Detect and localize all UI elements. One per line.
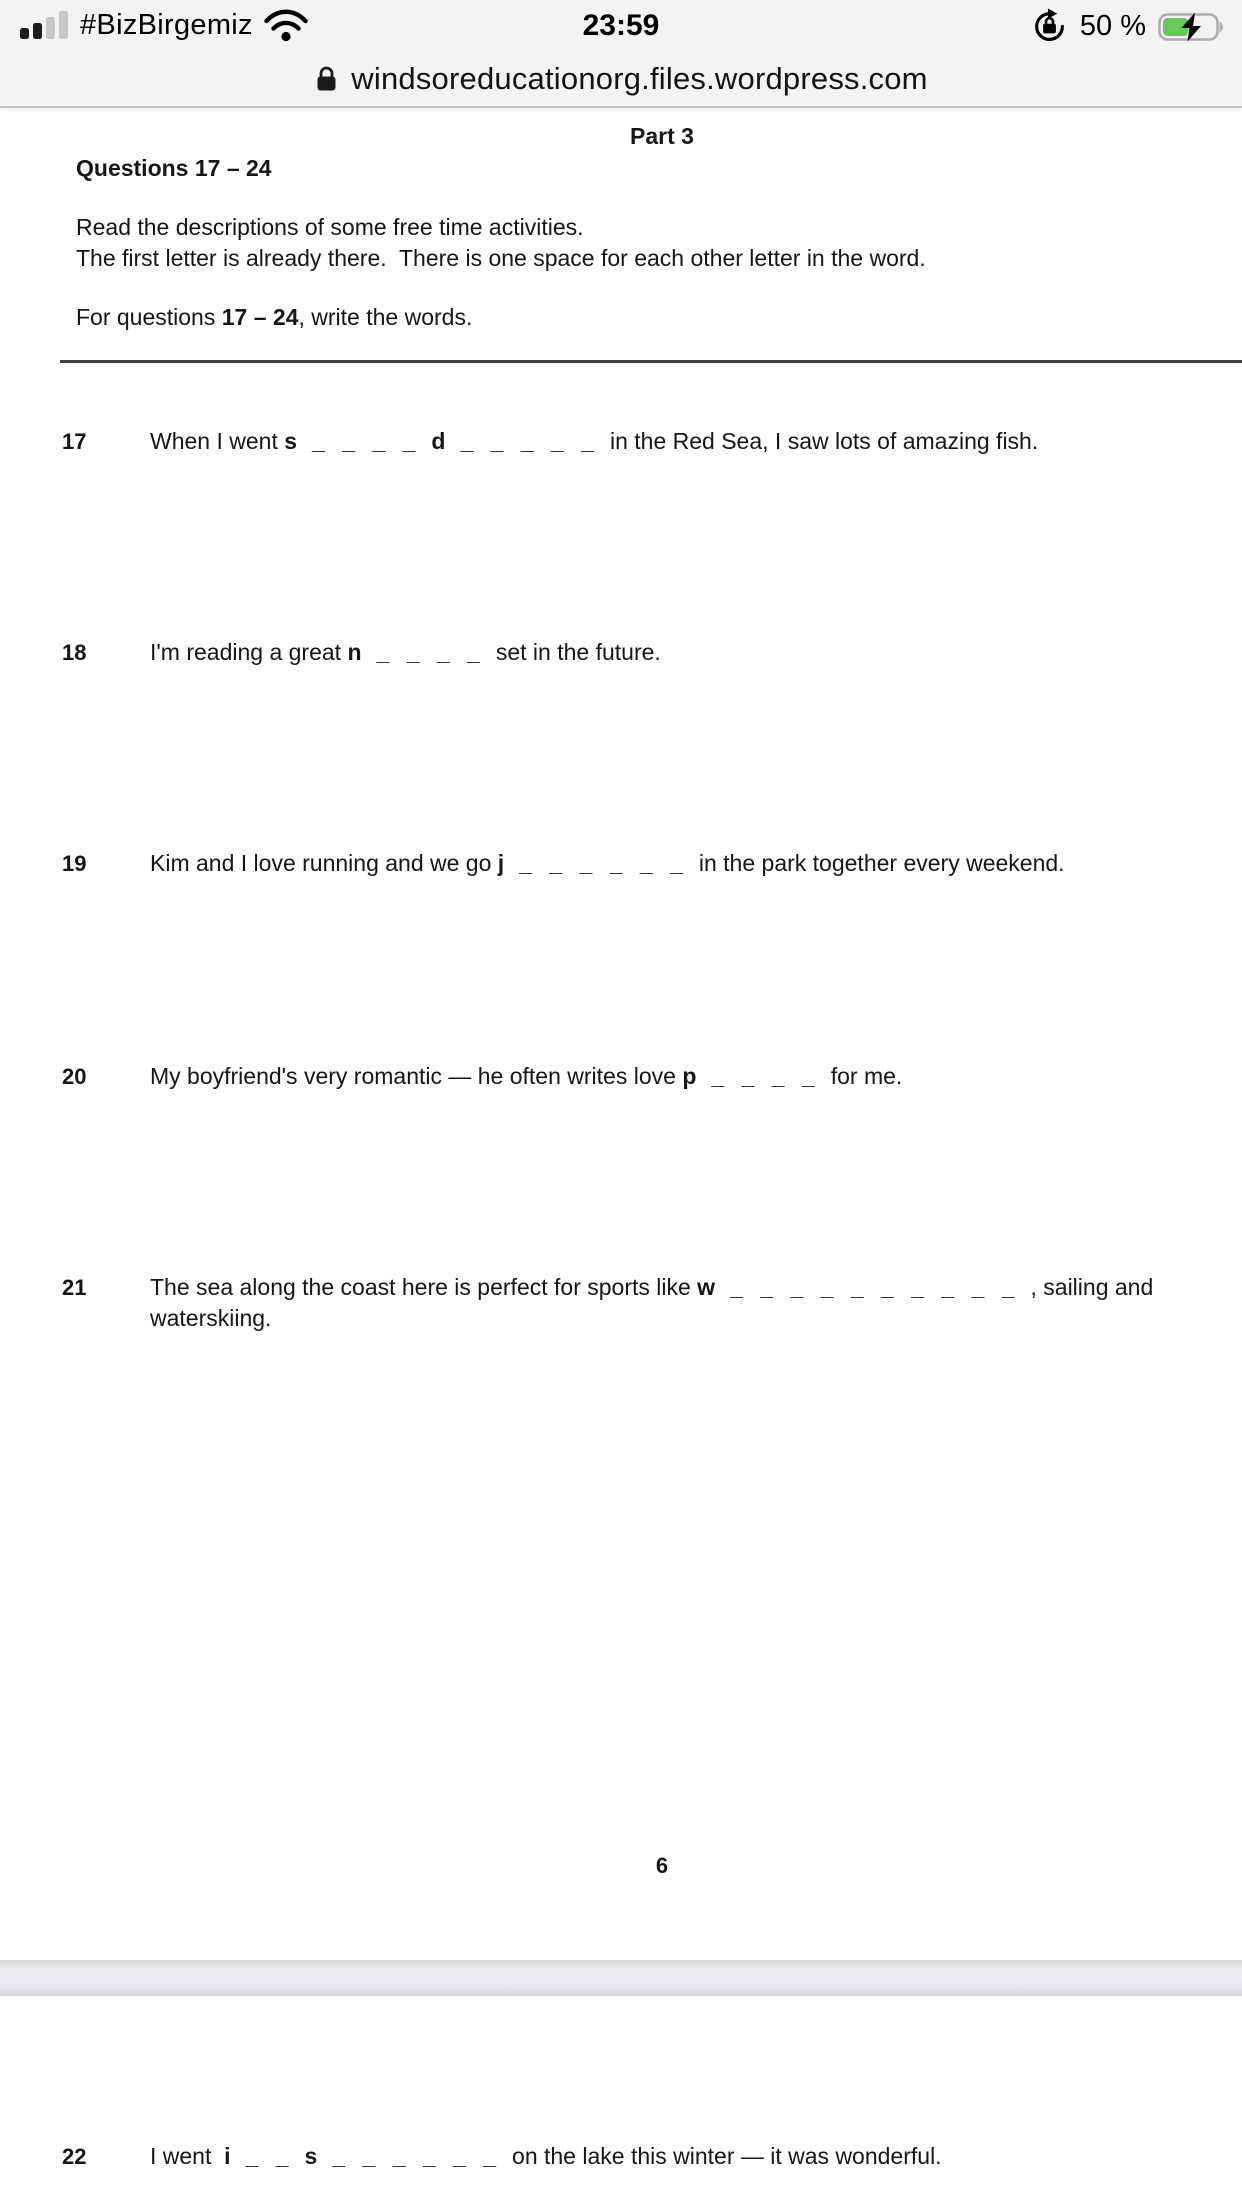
text-segment: in the park together every weekend. bbox=[698, 850, 1065, 876]
question-row bbox=[62, 2141, 942, 2172]
question-text bbox=[150, 848, 1065, 879]
browser-chrome bbox=[0, 0, 1242, 108]
text-segment: I'm reading a great bbox=[150, 639, 348, 665]
question-text bbox=[150, 1272, 1153, 1334]
question-text bbox=[150, 637, 661, 668]
rotation-lock-icon bbox=[1031, 8, 1068, 45]
question-text bbox=[150, 1061, 902, 1092]
text-segment: I went bbox=[150, 2143, 225, 2169]
text-segment: , sailing and bbox=[1030, 1274, 1154, 1300]
question-row bbox=[62, 1272, 1153, 1334]
text-segment: on the lake this winter — it was wonderful. bbox=[512, 2143, 942, 2169]
answer-blank: _ _ _ _ _ _ bbox=[519, 850, 684, 876]
instructions-line-2: The first letter is already there. There is one space for each other letter in the word. bbox=[76, 245, 926, 271]
first-letter: p bbox=[682, 1063, 697, 1089]
text-segment: waterskiing. bbox=[150, 1305, 272, 1331]
question-row bbox=[62, 1061, 902, 1092]
page-scroll-area[interactable] bbox=[0, 108, 1242, 2208]
question-row bbox=[62, 637, 661, 668]
first-letter: s bbox=[284, 428, 298, 454]
question-number: 19 bbox=[62, 851, 87, 876]
horizontal-rule bbox=[60, 360, 1242, 363]
instructions bbox=[76, 212, 926, 274]
text-segment: set in the future. bbox=[495, 639, 661, 665]
question-number: 21 bbox=[62, 1275, 87, 1300]
text-segment: , write the words. bbox=[298, 304, 473, 330]
first-letter: i bbox=[224, 2143, 231, 2169]
instructions-line-1: Read the descriptions of some free time activities. bbox=[76, 214, 584, 240]
first-letter: j bbox=[497, 850, 505, 876]
question-row bbox=[62, 848, 1065, 879]
question-row bbox=[62, 426, 1038, 457]
page-number: 6 bbox=[655, 1853, 669, 1878]
first-letter: d bbox=[431, 428, 446, 454]
task-line bbox=[76, 302, 472, 333]
text-segment: For questions bbox=[76, 304, 222, 330]
first-letter: 17 – 24 bbox=[221, 304, 299, 330]
url-text: windsoreducationorg.files.wordpress.com bbox=[351, 61, 928, 96]
question-number: 22 bbox=[62, 2144, 87, 2169]
page-break-gap bbox=[0, 1960, 1242, 1996]
answer-blank: _ _ _ _ _ _ _ _ _ _ bbox=[730, 1274, 1016, 1300]
first-letter: s bbox=[304, 2143, 318, 2169]
clock: 23:59 bbox=[582, 9, 660, 42]
answer-blank: _ _ _ _ bbox=[376, 639, 481, 665]
question-number: 18 bbox=[62, 640, 87, 665]
question-text bbox=[150, 2141, 942, 2172]
text-segment: for me. bbox=[830, 1063, 903, 1089]
text-segment: in the Red Sea, I saw lots of amazing fish. bbox=[609, 428, 1039, 454]
battery-percent: 50 % bbox=[1079, 10, 1146, 42]
text-segment: The sea along the coast here is perfect for sports like bbox=[150, 1274, 698, 1300]
answer-blank: _ _ _ _ _ _ bbox=[332, 2143, 498, 2169]
address-bar[interactable] bbox=[0, 52, 1242, 106]
text-segment: My boyfriend's very romantic — he often writes love bbox=[150, 1063, 683, 1089]
answer-blank: _ _ _ _ bbox=[711, 1063, 816, 1089]
text-segment: When I went bbox=[150, 428, 285, 454]
text-segment: Kim and I love running and we go bbox=[150, 850, 498, 876]
question-number: 20 bbox=[62, 1064, 87, 1089]
question-number: 17 bbox=[62, 429, 87, 454]
https-padlock-icon bbox=[314, 64, 339, 94]
status-bar bbox=[0, 0, 1242, 54]
answer-blank: _ _ _ _ bbox=[312, 428, 417, 454]
question-text bbox=[150, 426, 1038, 457]
part-title: Part 3 bbox=[630, 123, 694, 149]
answer-blank: _ _ bbox=[245, 2143, 290, 2169]
battery-charging-icon bbox=[1158, 11, 1226, 43]
answer-blank: _ _ _ _ _ bbox=[460, 428, 595, 454]
section-heading: Questions 17 – 24 bbox=[76, 155, 272, 181]
first-letter: n bbox=[347, 639, 362, 665]
carrier-name: #BizBirgemiz bbox=[80, 8, 253, 41]
first-letter: w bbox=[697, 1274, 716, 1300]
